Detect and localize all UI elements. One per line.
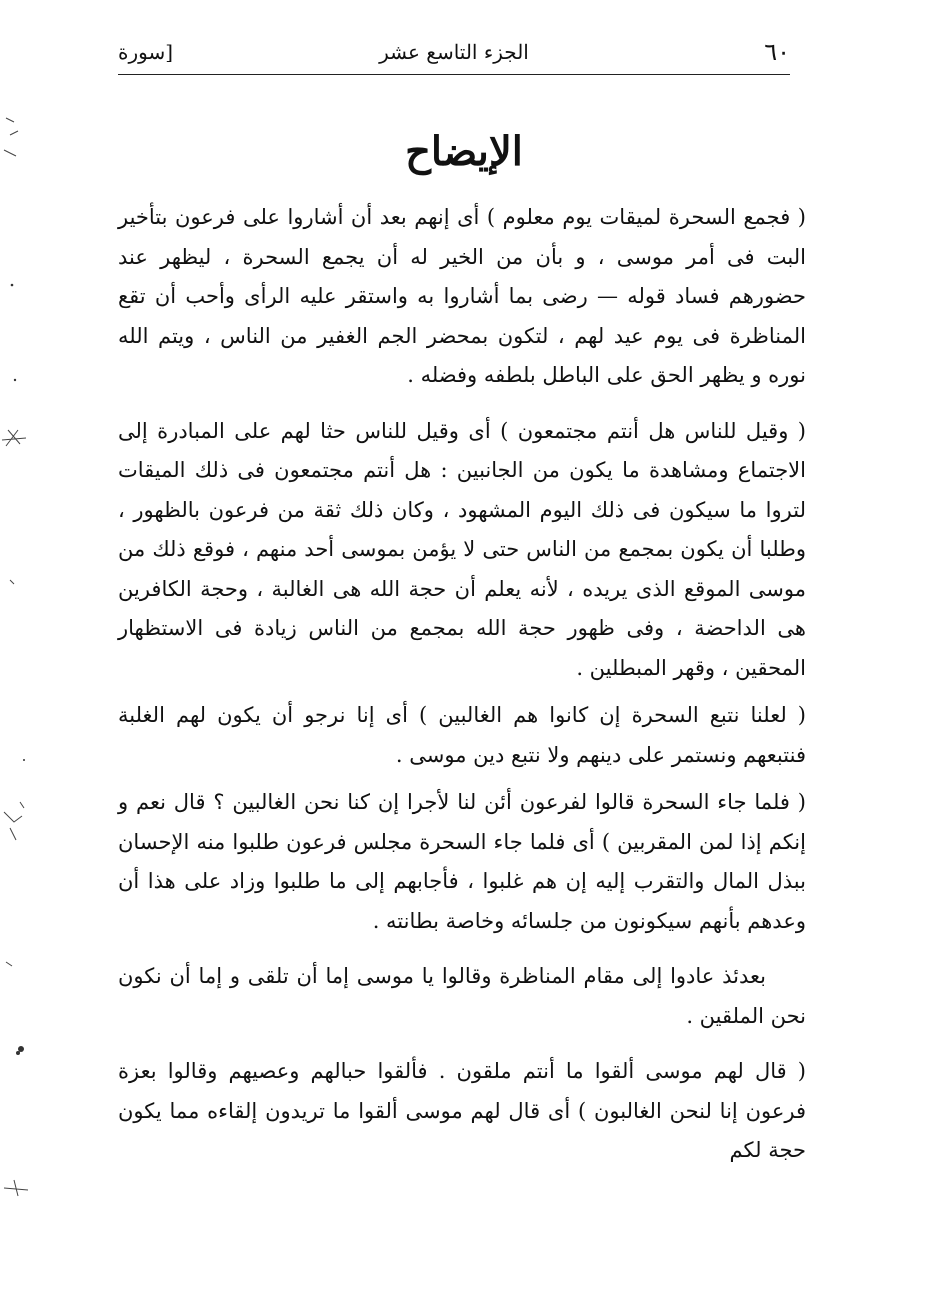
header-rule: [118, 74, 790, 75]
paragraph-5: بعدئذ عادوا إلى مقام المناظرة وقالوا يا موسى إما أن تلقى و إما أن نكون نحن الملقين .: [118, 964, 806, 1028]
paragraph-2: ( وقيل للناس هل أنتم مجتمعون ) أى وقيل للناس حثا لهم على المبادرة إلى الاجتماع ومشاهدة ما يكون من الجانبين : هل أنتم مجتمعون فى ذلك الميقات لتروا ما سيكون فى ذلك اليوم المشهود ، وكان ذلك ثقة من فرعون بالظهور ، وطلبا أن يكون بمجمع من الناس حتى لا يؤمن بموسى أحد منهم ، فوقع ذلك من موسى الموقع الذى يريده ، لأنه يعلم أن حجة الله هى الغالبة ، وحجة الكافرين هى الداحضة ، وفى ظهور حجة الله بمجمع من الناس زيادة فى الاستظهار المحقين ، وقهر المبطلين .: [118, 418, 806, 680]
scan-artifacts-graphic: [0, 0, 40, 1309]
scan-margin-marks: [0, 0, 40, 1309]
paragraph-4: ( فلما جاء السحرة قالوا لفرعون أئن لنا لأجرا إن كنا نحن الغالبين ؟ قال نعم و إنكم إذا لمن المقربين ) أى فلما جاء السحرة مجلس فرعون طلبوا منه الإحسان ببذل المال والتقرب إليه إن هم غلبوا ، فأجابهم إلى ما طلبوا وزاد على هذا أن وعدهم بأنهم سيكونون من جلسائه وخاصة بطانته .: [118, 790, 806, 933]
paragraph-6: ( قال لهم موسى ألقوا ما أنتم ملقون . فألقوا حبالهم وعصيهم وقالوا بعزة فرعون إنا لنحن الغالبون ) أى قال لهم موسى ألقوا ما تريدون إلقاءه مما يكون حجة لكم: [118, 1059, 806, 1162]
paragraph-1: ( فجمع السحرة لميقات يوم معلوم ) أى إنهم بعد أن أشاروا على فرعون بتأخير البت فى أمر موسى ، و بأن من الخير له أن يجمع السحرة ، ليظهر عند حضورهم فساد قوله — رضى بما أشاروا به واستقر عليه الرأى وأحب أن تقع المناظرة فى يوم عيد لهم ، لتكون بمحضر الجم الغفير من الناس ، ويتم الله نوره و يظهر الحق على الباطل بلطفه وفضله .: [118, 205, 806, 387]
running-header: [118, 38, 790, 78]
body-text: [118, 198, 806, 1179]
section-title: الإيضاح: [405, 128, 523, 175]
page-number: ٦٠: [764, 38, 790, 66]
paragraph-3: ( لعلنا نتبع السحرة إن كانوا هم الغالبين ) أى إنا نرجو أن يكون لهم الغلبة فنتبعهم ونستمر على دينهم ولا نتبع دين موسى .: [118, 703, 806, 767]
part-title: الجزء التاسع عشر: [379, 40, 529, 64]
surah-label: [سورة: [118, 40, 174, 64]
